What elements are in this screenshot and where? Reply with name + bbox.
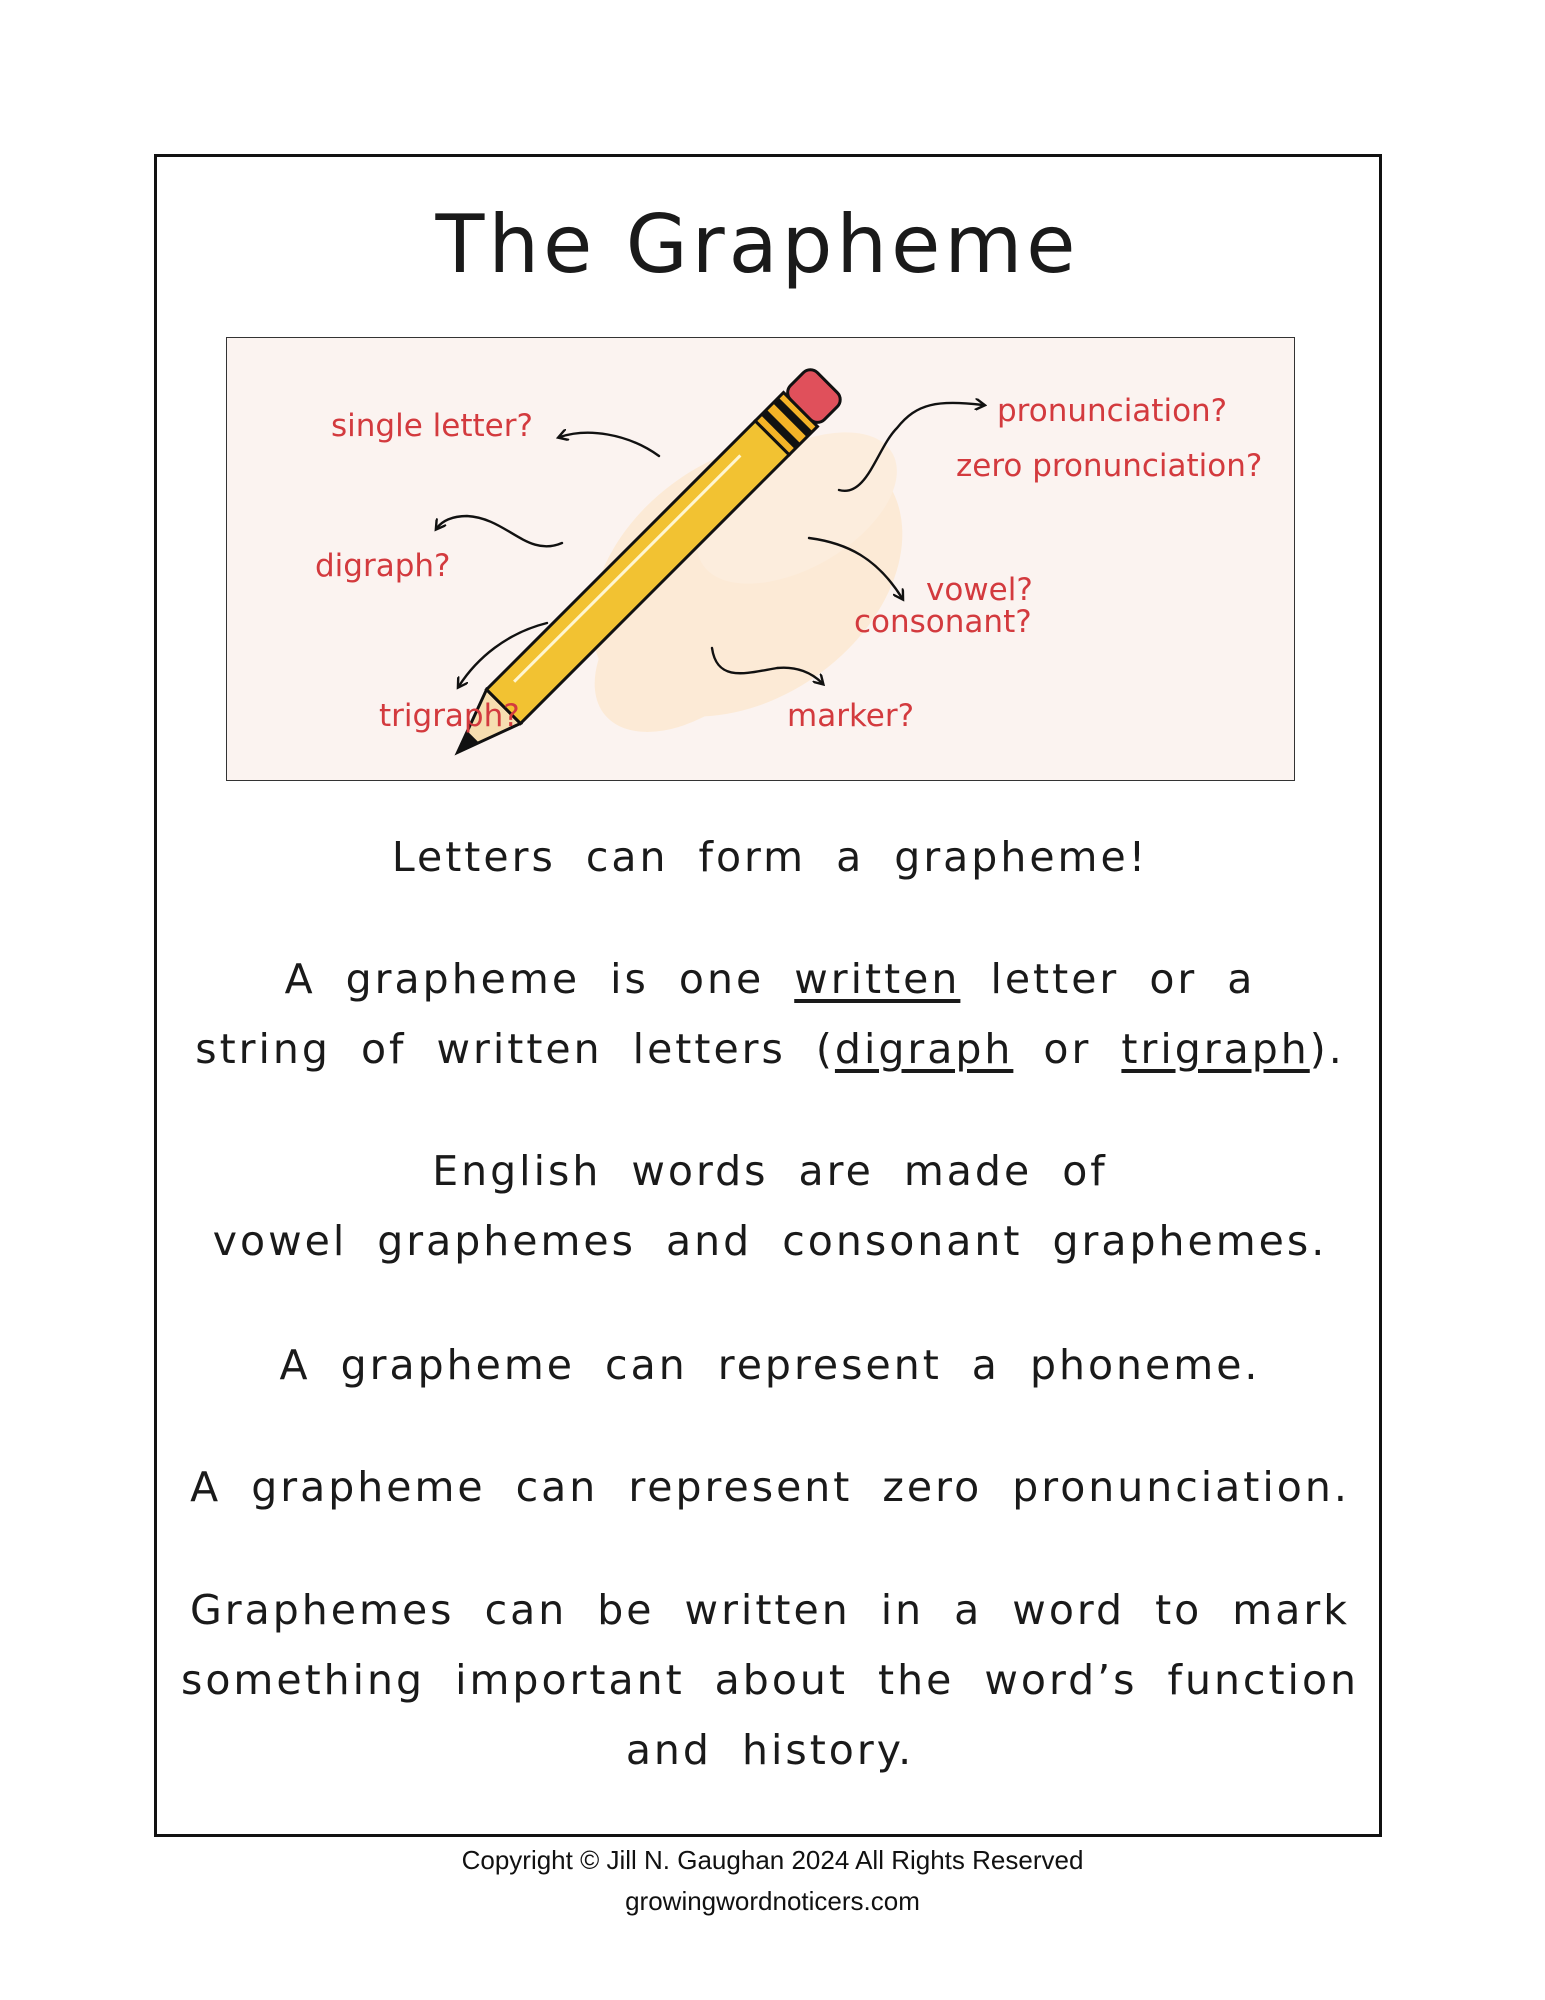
text-marker-line-2: something important about the word’s function xyxy=(180,1656,1360,1704)
label-trigraph: trigraph? xyxy=(379,698,520,734)
grapheme-figure xyxy=(226,337,1295,781)
text-marker-line-1: Graphemes can be written in a word to mark xyxy=(190,1586,1350,1634)
arrow-single-letter xyxy=(560,433,659,456)
footer-website: growingwordnoticers.com xyxy=(625,1886,920,1916)
text-letter-or-a: letter or a xyxy=(990,955,1256,1003)
text-english-words-line-1: English words are made of xyxy=(432,1147,1108,1195)
label-pronunciation: pronunciation? xyxy=(997,393,1228,429)
underlined-digraph: digraph xyxy=(834,1025,1014,1073)
paragraph-letters-form xyxy=(180,822,1360,892)
paragraph-english-words xyxy=(180,1136,1360,1276)
text-zero-pronunciation: A grapheme can represent zero pronunciation. xyxy=(190,1463,1350,1511)
paragraph-marker-function xyxy=(180,1575,1360,1785)
paragraph-definition xyxy=(180,944,1360,1084)
definition-line-1 xyxy=(180,944,1360,1014)
text-close-paren: ). xyxy=(1309,1025,1345,1073)
text-marker-line-3: and history. xyxy=(625,1726,915,1774)
arrow-digraph xyxy=(437,516,562,546)
text-or: or xyxy=(1043,1025,1092,1073)
label-single-letter: single letter? xyxy=(331,408,533,444)
paragraph-zero-pronunciation xyxy=(180,1452,1360,1522)
footer-copyright: Copyright © Jill N. Gaughan 2024 All Rights Reserved xyxy=(461,1845,1084,1875)
label-vowel: vowel? xyxy=(926,572,1033,608)
paragraph-phoneme xyxy=(180,1330,1360,1400)
definition-line-2 xyxy=(180,1014,1360,1084)
text-letters-form: Letters can form a grapheme! xyxy=(391,833,1149,881)
text-english-words-line-2: vowel graphemes and consonant graphemes. xyxy=(212,1217,1328,1265)
label-marker: marker? xyxy=(787,698,915,734)
underlined-trigraph: trigraph xyxy=(1121,1025,1310,1073)
page-title: The Grapheme xyxy=(435,198,1080,291)
underlined-written: written xyxy=(794,955,961,1003)
text-a-grapheme: A grapheme is one xyxy=(284,955,765,1003)
label-zero-pronunciation: zero pronunciation? xyxy=(956,448,1263,484)
label-digraph: digraph? xyxy=(315,548,451,584)
text-phoneme: A grapheme can represent a phoneme. xyxy=(279,1341,1261,1389)
label-consonant: consonant? xyxy=(854,604,1032,640)
text-string-of: string of written letters ( xyxy=(195,1025,835,1073)
